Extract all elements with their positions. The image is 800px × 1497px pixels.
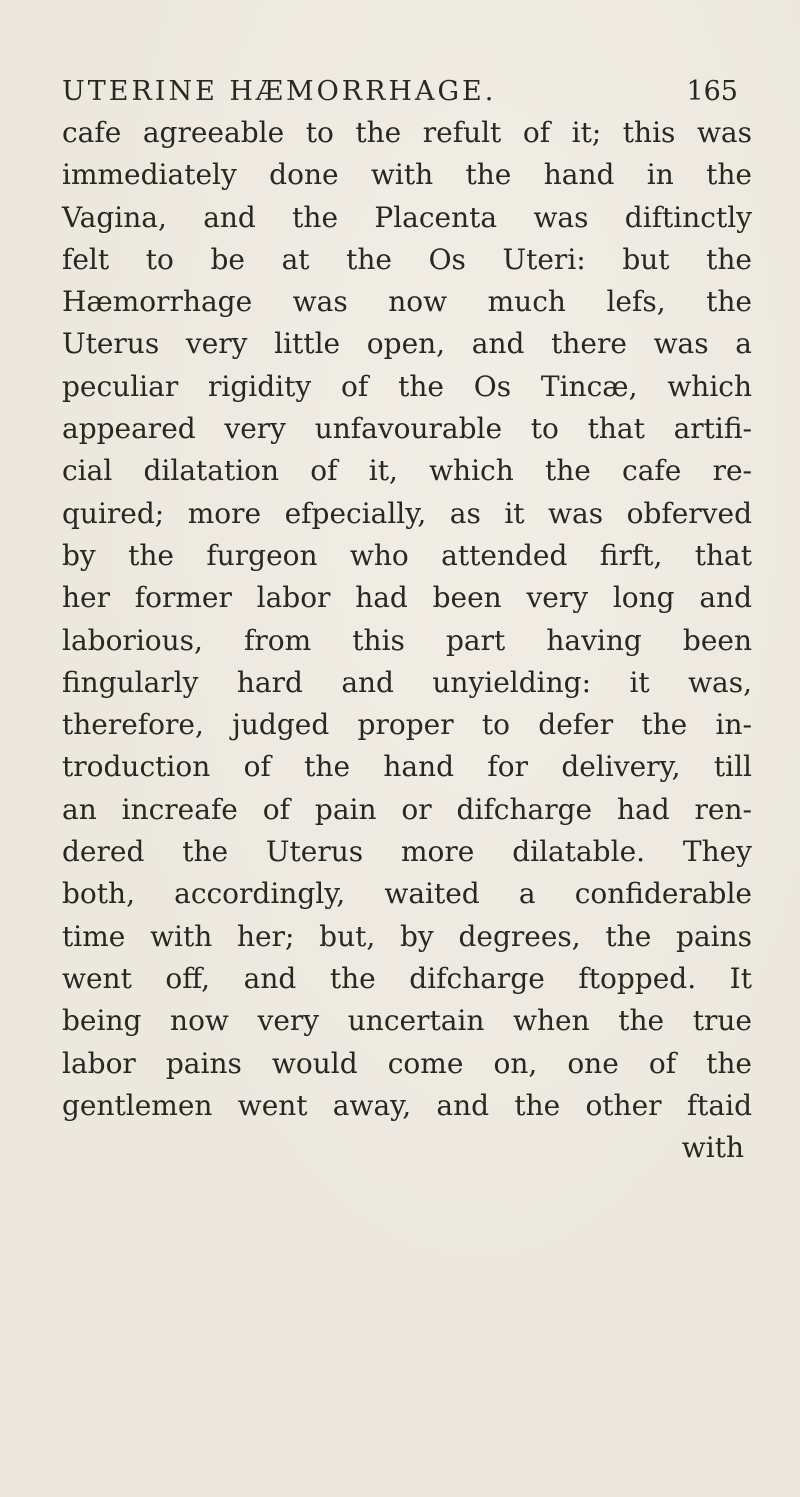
text-line: cial dilatation of it, which the cafe re- — [62, 454, 752, 488]
text-line: time with her; but, by degrees, the pains — [62, 919, 752, 953]
text-line: laborious, from this part having been — [62, 623, 752, 657]
text-line: gentlemen went away, and the other ftaid — [62, 1088, 752, 1122]
text-line: dered the Uterus more dilatable. They — [62, 835, 752, 869]
text-line: therefore, judged proper to defer the in- — [62, 708, 752, 742]
text-line: cafe agreeable to the refult of it; this was — [62, 116, 752, 149]
text-line: both, accordingly, waited a confiderable — [62, 877, 752, 911]
text-line: Uterus very little open, and there was a — [62, 327, 752, 361]
text-line: quired; more efpecially, as it was obferved — [62, 496, 752, 530]
text-line: an increafe of pain or difcharge had ren- — [62, 792, 752, 826]
text-line: her former labor had been very long and — [62, 581, 752, 615]
text-line: Hæmorrhage was now much lefs, the — [62, 285, 752, 319]
running-title: UTERINE HÆMORRHAGE. — [62, 76, 497, 107]
page-number: 165 — [686, 76, 738, 107]
catchword: with — [681, 1131, 744, 1165]
text-line: labor pains would come on, one of the — [62, 1046, 752, 1080]
text-line: troduction of the hand for delivery, till — [62, 750, 752, 784]
text-line: immediately done with the hand in the — [62, 158, 752, 192]
text-line: appeared very unfavourable to that artifi- — [62, 412, 752, 446]
text-line: went off, and the difcharge ftopped. It — [62, 961, 752, 995]
text-line: fingularly hard and unyielding: it was, — [62, 665, 752, 699]
text-line: felt to be at the Os Uteri: but the — [62, 242, 752, 276]
text-line: being now very uncertain when the true — [62, 1004, 752, 1038]
text-line: by the furgeon who attended firft, that — [62, 538, 752, 572]
text-line: Vagina, and the Placenta was diftinctly — [62, 200, 752, 234]
body-text — [62, 112, 752, 1169]
text-line: peculiar rigidity of the Os Tincæ, which — [62, 369, 752, 403]
page-header — [62, 76, 738, 116]
